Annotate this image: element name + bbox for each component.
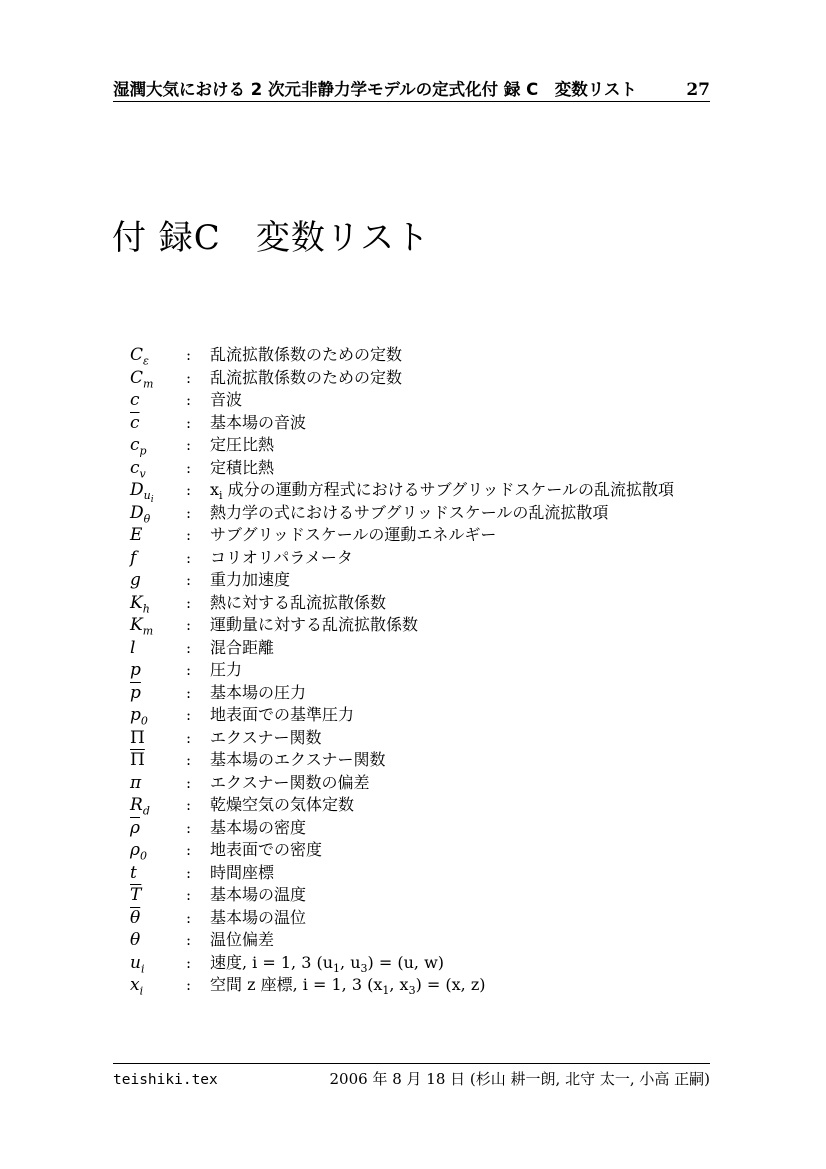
variable-row (113, 682, 793, 705)
variable-description: 地表面での基準圧力 (210, 705, 355, 724)
header-rule (113, 101, 710, 102)
page-number: 27 (686, 80, 710, 100)
variable-row (113, 839, 793, 862)
variable-row (113, 884, 793, 907)
variable-symbol: $K_h$ (130, 592, 150, 615)
variable-row (113, 907, 793, 930)
variable-symbol: p (130, 660, 141, 680)
variable-symbol: $\overline{p}$ (130, 682, 141, 703)
variable-description: 基本場の密度 (210, 817, 307, 837)
variable-description: 重力加速度 (210, 570, 291, 589)
variable-symbol: $D_\theta$ (130, 502, 151, 525)
variable-row (113, 929, 793, 952)
variable-symbol: $K_m$ (130, 615, 154, 638)
colon-separator: : (186, 458, 192, 477)
variable-description: 乱流拡散係数のための定数 (210, 367, 403, 387)
colon-separator: : (186, 818, 192, 837)
colon-separator: : (186, 773, 192, 792)
appendix-title: 付 録C 変数リスト (112, 218, 431, 258)
variable-row (113, 794, 793, 817)
variable-description: 速度, i = 1, 3 ($u_1$, $u_3) = (u$, w) (210, 952, 445, 975)
variable-description: コリオリパラメータ (210, 547, 353, 567)
variable-row (113, 367, 793, 390)
colon-separator: : (186, 503, 192, 522)
variable-description: エクスナー関数 (210, 727, 322, 747)
variable-symbol: f (130, 547, 137, 568)
variable-row (113, 524, 793, 547)
variable-description: 圧力 (210, 660, 243, 679)
colon-separator: : (186, 863, 192, 882)
variable-row (113, 952, 793, 975)
variable-description: サブグリッドスケールの運動エネルギー (210, 525, 497, 544)
colon-separator: : (186, 796, 192, 814)
variable-symbol: g (130, 570, 141, 590)
running-title-text: 湿潤大気における 2 次元非静力学モデルの定式化 (113, 80, 482, 99)
variable-description: 空間 z 座標, i = 1, 3 ($x_1$, $x_3) = (x$, z) (210, 975, 486, 998)
variable-description: 基本場の温度 (210, 885, 307, 904)
variable-description: 熱に対する乱流拡散係数 (210, 592, 387, 612)
colon-separator: : (186, 548, 192, 567)
footer-rule (113, 1063, 710, 1064)
variable-description: 時間座標 (210, 862, 275, 882)
variable-row (113, 592, 793, 615)
variable-row (113, 659, 793, 682)
variable-row (113, 614, 793, 637)
colon-separator: : (186, 346, 192, 364)
variable-symbol: c (130, 390, 140, 410)
variable-row (113, 974, 793, 997)
variable-row (113, 772, 793, 795)
variable-description: 混合距離 (210, 637, 275, 657)
variable-description: 運動量に対する乱流拡散係数 (210, 615, 419, 634)
variable-row (113, 412, 793, 435)
colon-separator: : (186, 661, 192, 679)
footer-filename: teishiki.tex (113, 1072, 218, 1088)
variable-description: 定積比熱 (210, 457, 275, 477)
footer-date: 2006 年 8 月 18 日 (杉山 耕一朗, 北守 太一, 小高 正嗣) (329, 1070, 710, 1088)
variable-description: 熱力学の式におけるサブグリッドスケールの乱流拡散項 (210, 502, 609, 522)
page-footer (113, 1068, 710, 1089)
colon-separator: : (186, 638, 192, 657)
colon-separator: : (186, 683, 192, 702)
variable-symbol: θ (130, 930, 141, 950)
variable-symbol: $\overline{T}$ (130, 885, 142, 905)
variable-symbol: $\overline{\theta}$ (130, 907, 141, 928)
colon-separator: : (186, 908, 192, 927)
variable-description: $x_i$ 成分の運動方程式におけるサブグリッドスケールの乱流拡散項 (210, 480, 675, 503)
colon-separator: : (186, 526, 192, 544)
variable-symbol: $\overline{\Pi}$ (130, 750, 145, 770)
variable-row (113, 502, 793, 525)
variable-description: 基本場の音波 (210, 412, 307, 432)
variable-row (113, 817, 793, 840)
variable-symbol: π (130, 772, 142, 793)
variable-description: 温位偏差 (210, 930, 275, 949)
variable-row (113, 704, 793, 727)
variable-row (113, 479, 793, 506)
variable-description: 乾燥空気の気体定数 (210, 795, 355, 814)
colon-separator: : (186, 931, 192, 949)
colon-separator: : (186, 728, 192, 747)
colon-separator: : (186, 841, 192, 859)
variable-symbol: $\overline{\rho}$ (130, 817, 140, 838)
variable-description: 基本場の温位 (210, 907, 307, 927)
variable-description: 基本場のエクスナー関数 (210, 750, 386, 769)
variable-description: 地表面での密度 (210, 840, 323, 859)
variable-symbol: $c_p$ (130, 435, 147, 458)
colon-separator: : (186, 481, 192, 499)
colon-separator: : (186, 593, 192, 612)
colon-separator: : (186, 368, 192, 387)
variable-symbol: $p_0$ (130, 705, 148, 728)
variable-symbol: $u_i$ (130, 952, 145, 975)
variable-row (113, 862, 793, 885)
colon-separator: : (186, 751, 192, 769)
variable-description: 基本場の圧力 (210, 682, 307, 702)
colon-separator: : (186, 391, 192, 409)
variable-row (113, 727, 793, 750)
colon-separator: : (186, 976, 192, 994)
variable-symbol: t (130, 862, 137, 883)
variable-row (113, 749, 793, 772)
colon-separator: : (186, 886, 192, 904)
variable-description: 音波 (210, 390, 243, 409)
variable-row (113, 457, 793, 480)
variable-description: 定圧比熱 (210, 435, 275, 454)
variable-row (113, 547, 793, 570)
variable-symbol: $\overline{c}$ (130, 412, 140, 433)
variable-list (113, 344, 793, 997)
variable-row (113, 434, 793, 457)
variable-symbol: $C_m$ (130, 367, 154, 390)
colon-separator: : (186, 706, 192, 724)
colon-separator: : (186, 571, 192, 589)
variable-symbol: $\rho_0$ (130, 840, 147, 863)
running-section-text: 付 録 C 変数リスト (481, 80, 637, 99)
variable-symbol: l (130, 637, 136, 658)
colon-separator: : (186, 616, 192, 634)
variable-row (113, 637, 793, 660)
variable-symbol: $C_\varepsilon$ (130, 345, 149, 368)
variable-symbol: Π (130, 727, 145, 748)
running-header (113, 76, 710, 100)
variable-symbol: $R_d$ (130, 795, 150, 818)
colon-separator: : (186, 413, 192, 432)
variable-description: エクスナー関数の偏差 (210, 772, 370, 792)
variable-row (113, 344, 793, 367)
running-header-text (113, 76, 637, 100)
variable-description: 乱流拡散係数のための定数 (210, 345, 403, 364)
colon-separator: : (186, 953, 192, 972)
variable-row (113, 569, 793, 592)
variable-symbol: $c_v$ (130, 457, 146, 480)
colon-separator: : (186, 436, 192, 454)
variable-symbol: $x_i$ (130, 975, 144, 998)
variable-symbol: E (130, 525, 143, 545)
variable-row (113, 389, 793, 412)
variable-symbol: $D_{u_i}$ (130, 480, 154, 506)
